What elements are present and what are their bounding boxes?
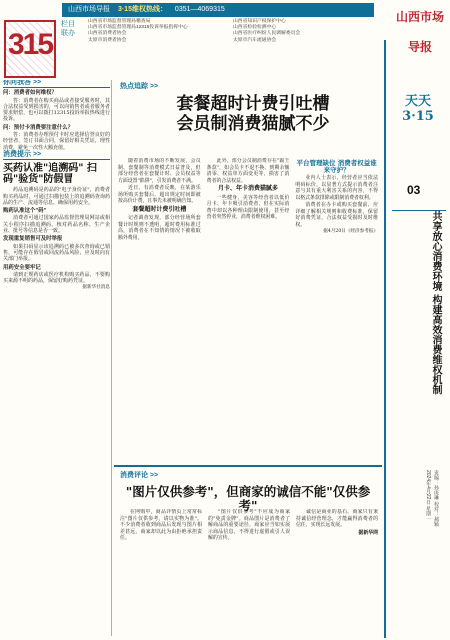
masthead-logo: 山西市场导报 (395, 10, 444, 54)
source-line: 据新华社消息 (82, 285, 110, 291)
slogan-text: 共享放心消费环境 构建高效消费维权机制 (430, 211, 441, 395)
article-body (120, 509, 378, 637)
question-title: 问：预付卡消费要注意什么？ (3, 124, 74, 131)
issue-meta (410, 470, 440, 630)
body-column (208, 509, 290, 637)
body-column (120, 509, 202, 637)
sponsors-right (233, 19, 378, 61)
subheading: 月卡、年卡消费猫腻多 (218, 185, 279, 192)
column-divider (111, 80, 112, 636)
sponsors-left (88, 19, 233, 61)
paragraph: 答：消费者办理预付卡时应选择信誉良好的经营者，签订书面合同，保留好相关凭证，理性消费，避免一次性大额充值。 (3, 132, 110, 151)
sponsor-item: 山西省市场监督管理局稽查局 (88, 19, 151, 24)
sponsor-item: 山西省知识产权保护中心 (233, 19, 286, 24)
paper-name: 山西市场导报 (68, 6, 110, 13)
body-column (295, 158, 378, 458)
section-header: 你问我答 >> (3, 80, 110, 88)
paragraph: 药品追溯码是药品的"电子身份证"，消费者购买药品时，可通过扫描包装上的追溯码查询药品的生产、流通等信息，确保用药安全。 (3, 187, 110, 206)
question-title: 问：消费者如何维权？ (3, 90, 57, 97)
sponsor-item: 山西省消费者协会 (88, 31, 127, 37)
logo-315 (4, 20, 56, 78)
paragraph: 诚信是商业的基石。商家只有秉持诚信经营理念，才能赢得消费者的信任，实现长远发展。 (296, 509, 378, 528)
subheading: 平台管理缺位 消费者权益谁来守护？ (296, 159, 377, 174)
section-header: 消费评论 >> (120, 472, 159, 479)
body-column (118, 158, 201, 458)
section-header: 热点追踪 >> (120, 83, 159, 90)
paragraph: 消费者可通过国家药品监督管理局网站或相关小程序扫描追溯码，核对药品名称、生产企业、批号等信息是否一致。 (3, 215, 110, 235)
paragraph: "图片仅供参考"不应成为商家的"免责金牌"。商品图片是消费者了解商品的重要途径，商家应当如实展示商品信息，不得进行虚假或引人误解的宣传。 (208, 509, 290, 541)
source-line: 据4月20日《经济参考报》 (323, 229, 379, 234)
sponsor-item: 太原市消费者协会 (88, 37, 127, 43)
sponsor-item: 山西省医疗纠纷人民调解委员会 (233, 31, 301, 37)
headline-line: 会员制消费猫腻不少 (176, 114, 330, 134)
column-label: 栏目联办 (61, 20, 75, 37)
article-headline: 买药认准"追溯码" 扫码"验货"防假冒 (3, 163, 97, 186)
paragraph: 记者调查发现，部分经营场所套餐计时规则不透明，超时费用标准过高，消费者在不知情的情况下被收取额外费用。 (118, 215, 201, 241)
paragraph: 在网购中，商品详情页上常常标注"图片仅供参考，请以实物为准"。不少消费者收到商品后发现与图片相差甚远，商家却以此为由拒绝承担责任。 (120, 509, 202, 541)
paragraph: 此外，部分会员制消费存在"霸王条款"，如会员卡不退不换、到期余额清零、权益单方面变更等，损害了消费者的合法权益。 (206, 158, 290, 184)
sponsors-list (88, 19, 378, 61)
subheading: 购药认准这个"码" (3, 208, 47, 215)
section-title: 天天3·15 (402, 94, 434, 124)
page-header-bar (62, 3, 374, 17)
subheading: 发现重复销售可及时举报 (3, 236, 63, 243)
commentary-article (114, 465, 382, 639)
paragraph: 近日，有消费者反映，在某游乐场所购买套餐后，超出规定时间即被按高价计费，且事先未被明确告知。 (118, 185, 201, 204)
sponsor-item: 山西省检验检测中心 (233, 25, 277, 31)
date-line: 2024年4月22日 星期一 (425, 470, 431, 521)
sponsor-item: 太原市汽车流通协会 (233, 37, 277, 43)
hotline: 0351—4069315 (174, 6, 225, 13)
slogan-box (392, 210, 446, 451)
sponsor-item: 山西省市场监督管理局12315投诉举报指挥中心 (88, 25, 188, 31)
paragraph: 一些健身、美容等经营者以低价月卡、年卡吸引消费者，但在实际消费中却以各种理由限制使用，甚至经营者突然停业，消费者维权困难。 (206, 194, 290, 220)
left-column (3, 80, 110, 636)
author-signature: 据新华网 (358, 529, 378, 536)
page-number: 03 (407, 183, 421, 197)
article-headline: "图片仅供参考"，但商家的诚信不能"仅供参考" (125, 484, 371, 513)
logo-315-text: 315 (8, 28, 53, 61)
article-body (118, 158, 378, 458)
paragraph: 业内人士表示，经营者应当依法明码标价，以显著方式提示消费者注意与其有重大利害关系的内容，不得以格式条款排除或限制消费者权利。 (295, 175, 379, 201)
subheading: 用药安全要牢记 (3, 264, 41, 271)
paragraph: 请到正规药店或医疗机构购买药品，不要购买来源不明的药品，保留好购药凭证。 (3, 271, 110, 285)
article-headline (148, 94, 358, 134)
edition-label: 3·15维权热线： (117, 6, 167, 13)
body-column (207, 158, 290, 458)
body-column (296, 509, 378, 637)
paragraph: 答：消费者在购买商品或者接受服务时，其合法权益受到损害的，可以向销售者或者服务者要求赔偿，也可以拨打12315投诉举报热线进行投诉。 (3, 97, 110, 123)
subheading: 套餐超时计费引吐槽 (132, 205, 187, 213)
editor-line: 责编：孙庚琳 校对：郝颖 (433, 470, 439, 527)
paragraph: 随着消费市场的不断发展，会员制、套餐制等消费模式日益普及，但部分经营者在套餐计时、会员权益等方面设置"陷阱"，引发消费者不满。 (118, 158, 201, 184)
headline-line: 套餐超时计费引吐槽 (176, 94, 330, 114)
paragraph: 消费者在办卡或购买套餐前，应详细了解相关规则和收费标准，保留好消费凭证，合法权益受损时及时维权。 (295, 202, 379, 228)
section-header: 消费提示 >> (3, 152, 110, 160)
main-article (114, 80, 380, 460)
paragraph: 如果扫码显示该追溯码已被多次查询或已销售，可能存在假冒或回流药品风险，应及时向有关部门举报。 (3, 243, 110, 263)
